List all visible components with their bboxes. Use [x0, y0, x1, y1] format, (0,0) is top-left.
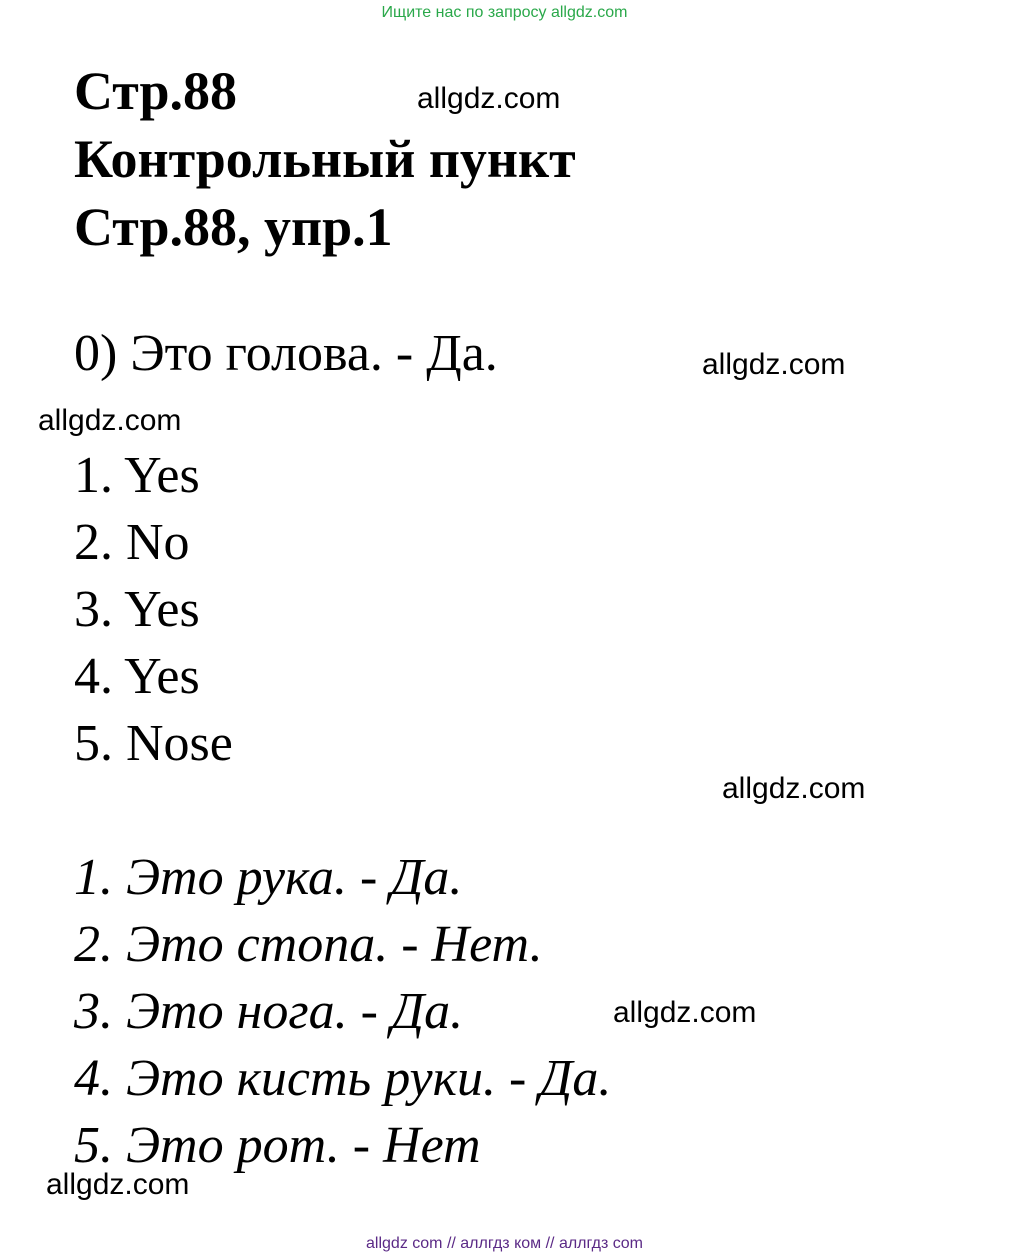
page-number-heading: Стр.88: [74, 61, 238, 121]
answer-item-5: 5. Nose: [74, 715, 233, 772]
watermark: allgdz.com: [417, 82, 561, 115]
translation-item-1: 1. Это рука. - Да.: [74, 849, 463, 906]
footer-links[interactable]: allgdz com // аллгдз ком // аллгдз com: [366, 1235, 643, 1252]
translation-item-4: 4. Это кисть руки. - Да.: [74, 1050, 612, 1107]
translation-item-2: 2. Это стопа. - Нет.: [74, 916, 543, 973]
watermark: allgdz.com: [613, 996, 757, 1029]
watermark: allgdz.com: [38, 404, 182, 437]
watermark: allgdz.com: [702, 348, 846, 381]
answer-item-1: 1. Yes: [74, 447, 200, 504]
watermark: allgdz.com: [46, 1168, 190, 1201]
example-line: 0) Это голова. - Да.: [74, 325, 498, 382]
watermark: allgdz.com: [722, 772, 866, 805]
top-banner[interactable]: Ищите нас по запросу allgdz.com: [381, 4, 628, 21]
translation-item-5: 5. Это рот. - Нет: [74, 1117, 481, 1174]
translation-item-3: 3. Это нога. - Да.: [74, 983, 464, 1040]
section-title: Контрольный пункт: [74, 129, 576, 189]
answer-item-4: 4. Yes: [74, 648, 200, 705]
answer-item-2: 2. No: [74, 514, 190, 571]
answer-item-3: 3. Yes: [74, 581, 200, 638]
exercise-title: Стр.88, упр.1: [74, 197, 393, 257]
